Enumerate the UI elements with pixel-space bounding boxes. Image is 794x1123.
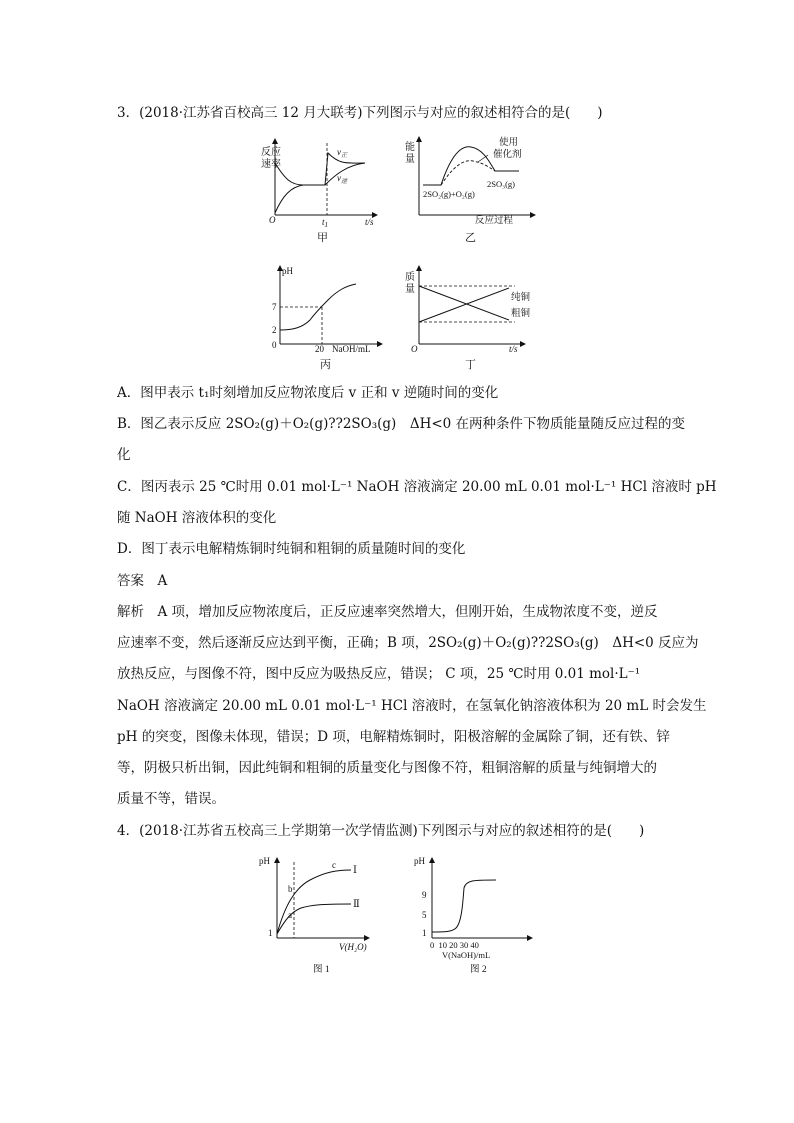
bing-y-label: pH bbox=[282, 266, 293, 276]
ding-line-crude: 粗铜 bbox=[511, 309, 531, 319]
fig2-x-ticks: 0 10 20 30 40 bbox=[430, 940, 479, 950]
q3-option-d: D．图丁表示电解精炼铜时纯铜和粗铜的质量随时间的变化 bbox=[117, 541, 466, 557]
q3-option-a: A．图甲表示 t₁时刻增加反应物浓度后 v 正和 v 逆随时间的变化 bbox=[117, 385, 499, 401]
fig2-x-label: V(NaOH)/mL bbox=[442, 950, 491, 960]
fig1-point-b: b bbox=[288, 884, 293, 894]
jia-v-zheng-sub: 正 bbox=[341, 153, 348, 159]
yi-caption: 乙 bbox=[465, 232, 476, 244]
fig1-point-a: a bbox=[288, 910, 292, 920]
jia-t1: t bbox=[322, 217, 325, 227]
q3-stem: 3．(2018·江苏省百校高三 12 月大联考)下列图示与对应的叙述相符合的是( ) bbox=[117, 105, 603, 121]
figure-1 bbox=[255, 850, 385, 978]
svg-text:t1 bbox=[322, 217, 328, 229]
q3-analysis-line: 解析 A 项，增加反应物浓度后，正反应速率突然增大，但刚开始，生成物浓度不变，逆反 bbox=[117, 604, 658, 620]
bing-x-label: NaOH/mL bbox=[332, 344, 371, 354]
jia-v-ni: v bbox=[337, 173, 341, 183]
q3-analysis-line: pH 的突变，图像未体现，错误；D 项，电解精炼铜时，阳极溶解的金属除了铜，还有铁、锌 bbox=[117, 729, 670, 745]
jia-caption: 甲 bbox=[317, 232, 328, 244]
fig1-curve-1-label: Ⅰ bbox=[353, 865, 357, 876]
fig2-y-label: pH bbox=[414, 856, 425, 866]
fig1-point-c: c bbox=[332, 860, 336, 870]
q3-answer: 答案 A bbox=[117, 573, 168, 589]
ding-crude-line bbox=[419, 286, 509, 320]
yi-product: 2SO₃(g) bbox=[487, 179, 515, 189]
yi-x-label: 反应过程 bbox=[475, 216, 514, 226]
jia-y-label-2: 速率 bbox=[261, 159, 281, 170]
jia-v-ni-sub: 逆 bbox=[341, 179, 348, 185]
fig1-tick-1: 1 bbox=[268, 928, 273, 938]
jia-v-zheng: v bbox=[337, 147, 341, 157]
figure-jia bbox=[255, 135, 385, 245]
fig1-x-label: V(H₂O) bbox=[339, 942, 367, 952]
figure-yi bbox=[403, 135, 543, 245]
bing-x-tick: 20 bbox=[315, 344, 324, 354]
ding-y-label-1: 质 bbox=[405, 272, 415, 283]
bing-caption: 丙 bbox=[320, 359, 331, 371]
fig1-curve-1 bbox=[277, 870, 351, 934]
fig1-caption: 图 1 bbox=[313, 965, 330, 975]
fig2-tick-1: 1 bbox=[422, 928, 427, 938]
ding-line-pure: 纯铜 bbox=[511, 293, 531, 303]
ding-pure-line bbox=[419, 288, 509, 322]
q3-analysis-line: NaOH 溶液滴定 20.00 mL 0.01 mol·L⁻¹ HCl 溶液时，在氢氧化钠溶液体积为 20 mL 时会发生 bbox=[117, 698, 707, 714]
q4-stem: 4．(2018·江苏省五校高三上学期第一次学情监测)下列图示与对应的叙述相符的是( ) bbox=[117, 823, 645, 839]
ding-origin: O bbox=[411, 344, 418, 354]
figure-ding bbox=[403, 262, 543, 372]
fig1-curve-2-label: Ⅱ bbox=[353, 899, 360, 910]
q3-analysis-line: 应速率不变，然后逐渐反应达到平衡，正确；B 项，2SO₂(g)＋O₂(g)??2SO₃(g) ΔH<0 反应为 bbox=[117, 635, 699, 651]
jia-origin: O bbox=[269, 215, 276, 225]
yi-catalyst-1: 使用 bbox=[499, 138, 519, 148]
figure-bing bbox=[262, 262, 392, 372]
fig2-caption: 图 2 bbox=[470, 965, 487, 975]
fig2-ph-curve bbox=[432, 880, 496, 932]
jia-t1-sub: 1 bbox=[324, 221, 329, 229]
q3-option-b-line1: B．图乙表示反应 2SO₂(g)＋O₂(g)??2SO₃(g) ΔH<0 在两种条件下物质能量随反应过程的变 bbox=[117, 416, 686, 432]
fig2-tick-9: 9 bbox=[422, 890, 427, 900]
jia-v-reverse-curve bbox=[275, 163, 365, 213]
yi-y-label-1: 能 bbox=[405, 142, 415, 153]
q3-option-b-line2: 化 bbox=[117, 447, 131, 463]
jia-v-forward-curve bbox=[275, 153, 365, 185]
bing-tick-2: 2 bbox=[272, 325, 277, 335]
ding-y-label-2: 量 bbox=[405, 284, 415, 295]
yi-reactants: 2SO₂(g)+O₂(g) bbox=[423, 189, 475, 199]
bing-origin: 0 bbox=[272, 340, 277, 350]
yi-y-label-2: 量 bbox=[405, 154, 415, 165]
q3-analysis-line: 等，阴极只析出铜，因此纯铜和粗铜的质量变化与图像不符，粗铜溶解的质量与纯铜增大的 bbox=[117, 760, 657, 776]
svg-text:v逆 bbox=[337, 173, 348, 185]
fig2-tick-5: 5 bbox=[422, 910, 427, 920]
bing-tick-7: 7 bbox=[272, 302, 277, 312]
yi-catalyst-2: 催化剂 bbox=[493, 150, 522, 160]
fig1-y-label: pH bbox=[259, 856, 270, 866]
q3-option-c-line2: 随 NaOH 溶液体积的变化 bbox=[117, 510, 277, 526]
figure-2 bbox=[410, 850, 550, 978]
svg-text:v正 bbox=[337, 147, 348, 159]
jia-y-label-1: 反应 bbox=[261, 147, 281, 158]
jia-x-label: t/s bbox=[365, 217, 374, 227]
ding-caption: 丁 bbox=[465, 359, 476, 371]
q3-analysis-line: 质量不等，错误。 bbox=[117, 791, 225, 807]
ding-x-label: t/s bbox=[509, 344, 518, 354]
q3-option-c-line1: C．图丙表示 25 ℃时用 0.01 mol·L⁻¹ NaOH 溶液滴定 20.00 mL 0.01 mol·L⁻¹ HCl 溶液时 pH bbox=[117, 479, 717, 495]
q3-analysis-line: 放热反应，与图像不符，图中反应为吸热反应，错误； C 项，25 ℃时用 0.01 mol·L⁻¹ bbox=[117, 666, 641, 682]
